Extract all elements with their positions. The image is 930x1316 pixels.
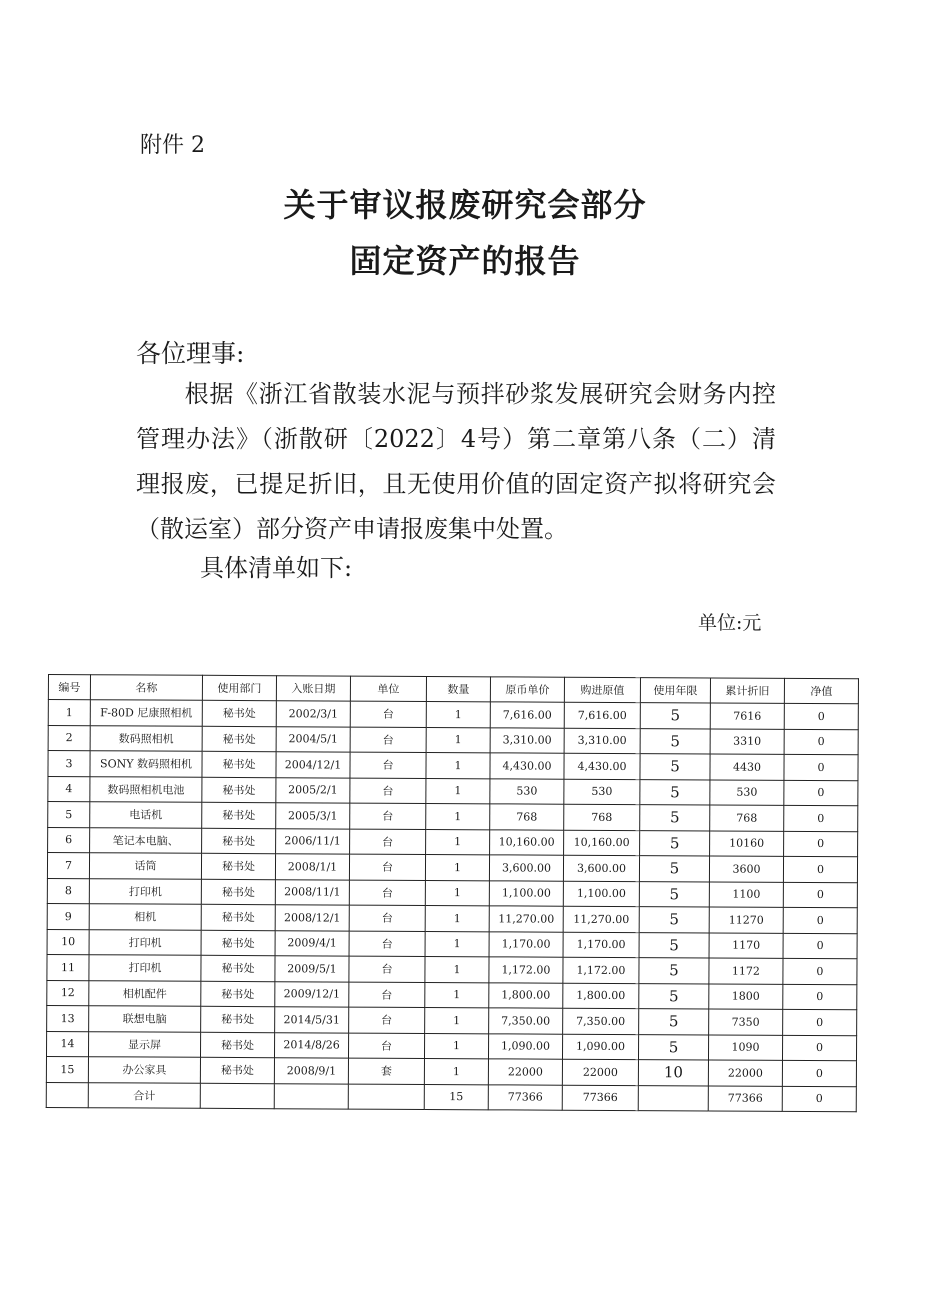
- table-cell: 11: [47, 954, 89, 980]
- table-cell: 0: [784, 754, 858, 780]
- table-cell: 合计: [88, 1082, 200, 1108]
- table-cell: 0: [784, 703, 858, 729]
- table-cell: 打印机: [89, 929, 201, 955]
- table-cell: 1: [426, 752, 490, 778]
- table-cell: 0: [782, 1060, 856, 1086]
- table-cell: 秘书处: [201, 981, 275, 1007]
- table-cell: 秘书处: [200, 1057, 274, 1083]
- table-cell: 4,430.00: [490, 753, 564, 779]
- list-intro: 具体清单如下:: [200, 554, 353, 582]
- table-cell: 台: [349, 905, 425, 931]
- table-cell: 秘书处: [201, 853, 275, 879]
- table-cell: 7: [47, 853, 89, 879]
- table-cell: 秘书处: [202, 751, 276, 777]
- table-cell: 77366: [708, 1085, 782, 1111]
- table-cell: 1: [425, 1007, 489, 1033]
- table-cell: 3,600.00: [563, 855, 639, 881]
- table-cell: 1,090.00: [488, 1033, 562, 1059]
- table-cell: 台: [350, 727, 426, 753]
- table-cell: 1800: [709, 983, 783, 1009]
- table-cell: 2005/3/1: [276, 803, 350, 829]
- asset-table: [46, 674, 859, 1112]
- table-cell: 1,170.00: [489, 931, 563, 957]
- table-cell: 0: [784, 780, 858, 806]
- table-cell: 7,350.00: [489, 1008, 563, 1034]
- table-cell: 10,160.00: [564, 830, 640, 856]
- body-paragraph: [136, 372, 776, 552]
- table-cell: 1090: [708, 1034, 782, 1060]
- table-cell: 9: [47, 903, 89, 929]
- table-cell: 5: [48, 802, 90, 828]
- table-cell: 联想电脑: [89, 1006, 201, 1032]
- table-cell: 6: [48, 827, 90, 853]
- table-cell: 台: [350, 778, 426, 804]
- table-cell: 秘书处: [202, 700, 276, 726]
- table-cell: 530: [564, 779, 640, 805]
- table-cell: 0: [784, 831, 858, 857]
- table-cell: 相机配件: [89, 980, 201, 1006]
- table-cell: 5: [639, 983, 709, 1009]
- table-cell: 1: [424, 1058, 488, 1084]
- table-cell: 10,160.00: [490, 829, 564, 855]
- table-cell: 2008/12/1: [275, 905, 349, 931]
- table-cell: 2008/11/1: [275, 879, 349, 905]
- table-cell: 5: [639, 932, 709, 958]
- table-cell: 7,616.00: [490, 702, 564, 728]
- table-cell: 0: [784, 805, 858, 831]
- table-cell: 电话机: [90, 802, 202, 828]
- table-cell: 数码照相机电池: [90, 776, 202, 802]
- attachment-label: 附件 2: [140, 133, 205, 158]
- table-cell: 2008/9/1: [274, 1058, 348, 1084]
- table-cell: 秘书处: [201, 904, 275, 930]
- table-cell: 台: [349, 880, 425, 906]
- table-cell: 5: [640, 703, 710, 729]
- table-cell: 2009/5/1: [275, 956, 349, 982]
- table-cell: 11,270.00: [563, 906, 639, 932]
- table-cell: 0: [784, 729, 858, 755]
- table-cell: 1: [425, 905, 489, 931]
- table-cell: 7350: [709, 1009, 783, 1035]
- table-cell: 15: [46, 1056, 88, 1082]
- table-cell: 77366: [562, 1085, 638, 1111]
- table-cell: 秘书处: [201, 1006, 275, 1032]
- table-cell: SONY 数码照相机: [90, 751, 202, 777]
- table-cell: [46, 1082, 88, 1108]
- unit-label: 单位:元: [698, 612, 762, 634]
- table-cell: 7,616.00: [564, 702, 640, 728]
- table-cell: 1: [424, 1033, 488, 1059]
- table-cell: 1: [48, 700, 90, 726]
- table-cell: 2009/4/1: [275, 930, 349, 956]
- table-cell: [200, 1083, 274, 1109]
- table-cell: 1,172.00: [489, 957, 563, 983]
- table-cell: 3,310.00: [564, 728, 640, 754]
- table-cell: 办公家具: [88, 1057, 200, 1083]
- salutation: 各位理事:: [136, 339, 245, 368]
- table-cell: 12: [47, 980, 89, 1006]
- table-cell: 15: [424, 1084, 488, 1110]
- table-cell: 10160: [710, 830, 784, 856]
- table-cell: 秘书处: [202, 802, 276, 828]
- table-cell: 0: [783, 882, 857, 908]
- table-cell: 1: [426, 778, 490, 804]
- table-cell: 0: [782, 1035, 856, 1061]
- table-cell: 1: [425, 956, 489, 982]
- table-cell: 5: [639, 907, 709, 933]
- table-cell: 相机: [89, 904, 201, 930]
- table-cell: 2004/5/1: [276, 726, 350, 752]
- table-cell: 22000: [562, 1059, 638, 1085]
- table-cell: 1: [425, 854, 489, 880]
- table-cell: 秘书处: [202, 828, 276, 854]
- table-cell: 2009/12/1: [275, 981, 349, 1007]
- column-header: 使用年限: [640, 678, 710, 703]
- table-cell: 530: [490, 778, 564, 804]
- table-cell: 11,270.00: [489, 906, 563, 932]
- table-cell: 2006/11/1: [276, 828, 350, 854]
- column-header: 购进原值: [564, 677, 640, 702]
- table-cell: 0: [783, 958, 857, 984]
- table-cell: 1,800.00: [563, 983, 639, 1009]
- table-cell: 打印机: [89, 955, 201, 981]
- table-cell: 2008/1/1: [275, 854, 349, 880]
- table-cell: 1,100.00: [489, 880, 563, 906]
- report-title-line1: 关于审议报废研究会部分: [283, 186, 647, 224]
- table-cell: F-80D 尼康照相机: [90, 700, 202, 726]
- table-cell: 台: [349, 931, 425, 957]
- table-cell: 1,090.00: [562, 1034, 638, 1060]
- table-cell: 77366: [488, 1084, 562, 1110]
- table-cell: 5: [640, 728, 710, 754]
- table-cell: 台: [350, 701, 426, 727]
- table-cell: 530: [710, 779, 784, 805]
- column-header: 净值: [784, 678, 858, 703]
- table-cell: 5: [639, 1009, 709, 1035]
- table-cell: 5: [639, 958, 709, 984]
- table-cell: 话筒: [89, 853, 201, 879]
- column-header: 原币单价: [490, 677, 564, 702]
- table-cell: 1,800.00: [489, 982, 563, 1008]
- table-cell: 台: [349, 1007, 425, 1033]
- table-cell: [348, 1084, 424, 1110]
- table-cell: [638, 1085, 708, 1111]
- table-cell: 套: [348, 1058, 424, 1084]
- table-cell: 台: [349, 956, 425, 982]
- table-cell: 5: [639, 881, 709, 907]
- table-cell: 1,172.00: [563, 957, 639, 983]
- table-cell: 768: [490, 804, 564, 830]
- table-cell: 10: [47, 929, 89, 955]
- table-cell: 秘书处: [200, 1032, 274, 1058]
- table-cell: 2002/3/1: [276, 701, 350, 727]
- table-cell: 4430: [710, 754, 784, 780]
- table-cell: 2004/12/1: [276, 752, 350, 778]
- column-header: 单位: [350, 676, 426, 701]
- table-cell: 4: [48, 776, 90, 802]
- table-cell: 3,310.00: [490, 727, 564, 753]
- table-body: [46, 700, 858, 1112]
- table-cell: 3: [48, 751, 90, 777]
- table-cell: 秘书处: [202, 777, 276, 803]
- table-cell: 2014/8/26: [274, 1032, 348, 1058]
- table-cell: 7,350.00: [563, 1008, 639, 1034]
- table-cell: 数码照相机: [90, 725, 202, 751]
- table-cell: 5: [640, 830, 710, 856]
- table-cell: 1,170.00: [563, 932, 639, 958]
- body-paragraph-text: 根据《浙江省散装水泥与预拌砂浆发展研究会财务内控管理办法》（浙散研〔2022〕4号）第二章第八条（二）清理报废，已提足折旧，且无使用价值的固定资产拟将研究会（散运室）部分资产申请报废集中处置。: [136, 380, 776, 543]
- table-cell: 1: [426, 727, 490, 753]
- table-cell: 1170: [709, 932, 783, 958]
- column-header: 名称: [90, 675, 202, 701]
- table-cell: 5: [638, 1034, 708, 1060]
- table-cell: 秘书处: [202, 726, 276, 752]
- column-header: 编号: [48, 675, 90, 700]
- table-cell: 台: [349, 854, 425, 880]
- table-cell: 秘书处: [201, 879, 275, 905]
- table-cell: 0: [783, 856, 857, 882]
- table-cell: 22000: [488, 1059, 562, 1085]
- table-cell: 0: [783, 907, 857, 933]
- table-cell: 1: [426, 803, 490, 829]
- table-cell: 秘书处: [201, 955, 275, 981]
- table-cell: 打印机: [89, 878, 201, 904]
- table-cell: 5: [640, 754, 710, 780]
- table-cell: 5: [639, 856, 709, 882]
- table-cell: 2005/2/1: [276, 777, 350, 803]
- table-cell: 显示屏: [88, 1031, 200, 1057]
- table-cell: 2014/5/31: [275, 1007, 349, 1033]
- table-cell: 22000: [708, 1060, 782, 1086]
- column-header: 使用部门: [202, 675, 276, 700]
- table-cell: 14: [46, 1031, 88, 1057]
- table-cell: 768: [710, 805, 784, 831]
- table-cell: 768: [564, 804, 640, 830]
- table-cell: 1: [425, 880, 489, 906]
- column-header: 入账日期: [276, 676, 350, 701]
- report-title-line2: 固定资产的报告: [349, 242, 581, 280]
- table-cell: 3600: [709, 856, 783, 882]
- table-cell: 台: [348, 1033, 424, 1059]
- column-header: 累计折旧: [710, 678, 784, 703]
- table-cell: 台: [349, 982, 425, 1008]
- table-cell: 台: [350, 752, 426, 778]
- table-cell: 笔记本电脑、: [90, 827, 202, 853]
- table-cell: 台: [350, 803, 426, 829]
- table-cell: 3,600.00: [489, 855, 563, 881]
- table-total-row: [46, 1082, 856, 1112]
- table-cell: 1,100.00: [563, 881, 639, 907]
- table-cell: 10: [638, 1060, 708, 1086]
- table-cell: 2: [48, 725, 90, 751]
- table-cell: 11270: [709, 907, 783, 933]
- table-cell: 3310: [710, 728, 784, 754]
- table-cell: [274, 1083, 348, 1109]
- table-cell: 0: [783, 1009, 857, 1035]
- column-header: 数量: [426, 676, 490, 701]
- table-cell: 1: [426, 829, 490, 855]
- table-cell: 5: [640, 779, 710, 805]
- table-cell: 0: [783, 933, 857, 959]
- table-cell: 1100: [709, 881, 783, 907]
- table-cell: 8: [47, 878, 89, 904]
- table-cell: 1: [425, 982, 489, 1008]
- table-cell: 台: [350, 829, 426, 855]
- table-cell: 7616: [710, 703, 784, 729]
- table-cell: 1: [426, 701, 490, 727]
- table-cell: 0: [782, 1086, 856, 1112]
- table-cell: 秘书处: [201, 930, 275, 956]
- table-cell: 1172: [709, 958, 783, 984]
- table-cell: 1: [425, 931, 489, 957]
- table-cell: 5: [640, 805, 710, 831]
- table-cell: 4,430.00: [564, 753, 640, 779]
- table-cell: 13: [47, 1005, 89, 1031]
- table-cell: 0: [783, 984, 857, 1010]
